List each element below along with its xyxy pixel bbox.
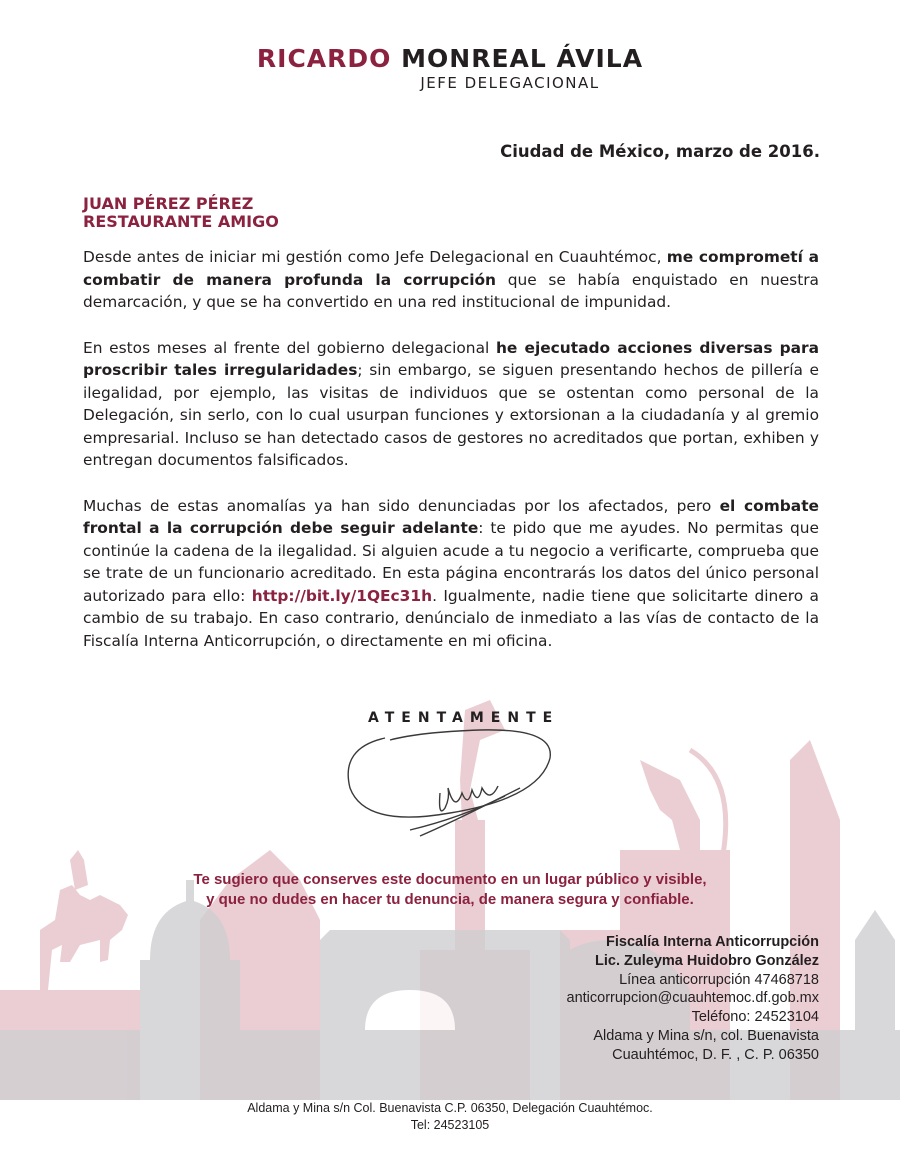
letter-body [83,246,819,675]
authorized-staff-link[interactable]: http://bit.ly/1QEc31h [251,586,433,605]
p1-emphasis: me comprometí a combatir de manera profunda la corrupción [83,248,820,289]
contact-hotline: Línea anticorrupción 47468718 [619,971,819,988]
p3-text: Muchas de estas anomalías ya han sido denunciadas por los afectados, pero [83,496,720,515]
closing-salutation: ATENTAMENTE [368,710,560,726]
sender-first-name: RICARDO [256,44,392,73]
recommendation-line-2: y que no dudes en hacer tu denuncia, de manera segura y confiable. [206,891,694,908]
contact-address-2: Cuauhtémoc, D. F. , C. P. 06350 [612,1046,819,1063]
page-footer [0,1100,900,1134]
contact-person: Lic. Zuleyma Huidobro González [595,952,819,969]
p3-text-mid: : te pido que me ayudes. No permitas que continúe la cadena de la ilegalidad. Si alguien acude a tu negocio a verificarte, comprueba que se trate de un funcionario acreditado. En esta página encontrarás los datos del único personal autorizado para ello: [83,519,819,605]
recipient-business: RESTAURANTE AMIGO [83,212,279,231]
letterhead [0,44,900,92]
contact-block [567,933,820,1065]
recommendation-note [150,870,750,910]
recommendation-line-1: Te sugiero que conserves este documento en un lugar público y visible, [193,871,707,888]
contact-address-1: Aldama y Mina s/n, col. Buenavista [593,1027,819,1044]
p2-emphasis: he ejecutado acciones diversas para proscribir tales irregularidades [83,338,820,379]
letter-date: Ciudad de México, marzo de 2016. [500,142,820,161]
handwritten-signature [330,718,570,848]
contact-phone: Teléfono: 24523104 [691,1009,819,1026]
recipient-block [83,195,279,231]
footer-phone: Tel: 24523105 [410,1118,490,1132]
p3-text-end: . Igualmente, nadie tiene que solicitarte dinero a cambio de su trabajo. En caso contrario, denúncialo de inmediato a las vías de contacto de la Fiscalía Interna Anticorrupción, o directamente en mi oficina. [83,586,819,650]
p3-emphasis: el combate frontal a la corrupción debe seguir adelante [83,496,819,537]
sender-last-name: MONREAL ÁVILA [401,44,644,73]
sender-title: JEFE DELEGACIONAL [420,74,600,92]
contact-email[interactable]: anticorrupcion@cuauhtemoc.df.gob.mx [566,990,819,1007]
p1-text-end: que se había enquistado en nuestra demarcación, y que se ha convertido en una red institucional de impunidad. [83,270,819,311]
p1-text: Desde antes de iniciar mi gestión como Jefe Delegacional en Cuauhtémoc, [83,248,667,266]
recipient-name: JUAN PÉREZ PÉREZ [83,194,254,213]
p2-text-end: ; sin embargo, se siguen presentando hechos de pillería e ilegalidad, por ejemplo, las visitas de individuos que se ostentan como personal de la Delegación, sin serlo, con lo cual usurpan funciones y extorsionan a la ciudadanía y al gremio empresarial. Incluso se han detectado casos de gestores no acreditados que portan, exhiben y entregan documentos falsificados. [83,361,819,469]
paragraph-3 [83,495,819,653]
sender-name [0,44,900,74]
paragraph-2 [83,337,819,472]
paragraph-1 [83,246,819,314]
contact-office: Fiscalía Interna Anticorrupción [606,934,819,950]
p2-text: En estos meses al frente del gobierno delegacional [83,338,496,357]
footer-address: Aldama y Mina s/n Col. Buenavista C.P. 06350, Delegación Cuauhtémoc. [247,1101,653,1115]
